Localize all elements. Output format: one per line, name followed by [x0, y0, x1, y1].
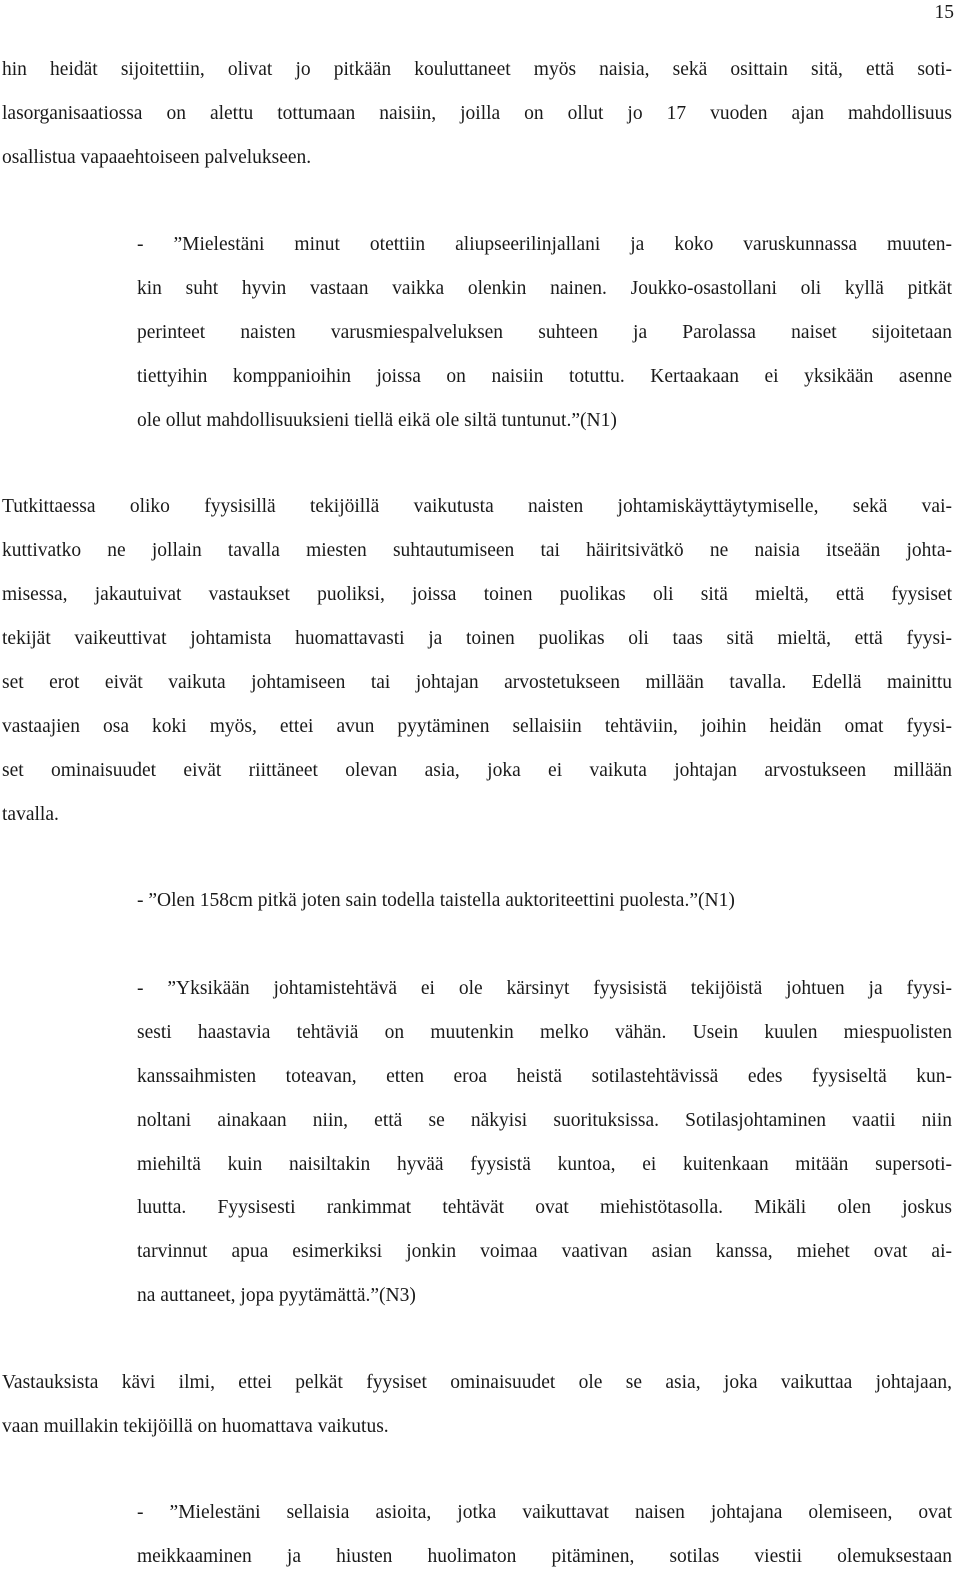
quote-line: tiettyihin komppanioihin joissa on naisiin totuttu. Kertaakaan ei yksikään asenne — [137, 366, 952, 387]
text-line: vastaajien osa koki myös, ettei avun pyytäminen sellaisiin tehtäviin, joihin heidän omat fyysi- — [2, 716, 952, 737]
text-line: vaan muillakin tekijöillä on huomattava vaikutus. — [2, 1416, 389, 1437]
quote-line: ole ollut mahdollisuuksieni tiellä eikä ole siltä tuntunut.”(N1) — [137, 410, 617, 431]
quote-line: - ”Olen 158cm pitkä joten sain todella taistella auktoriteettini puolesta.”(N1) — [137, 890, 735, 911]
quote-line: kin suht hyvin vastaan vaikka olenkin nainen. Joukko-osastollani oli kyllä pitkät — [137, 278, 952, 299]
quote-line: noltani ainakaan niin, että se näkyisi suorituksissa. Sotilasjohtaminen vaatii niin — [137, 1110, 952, 1131]
quote-line: - ”Mielestäni minut otettiin aliupseerilinjallani ja koko varuskunnassa muuten- — [137, 234, 952, 255]
quote-line: - ”Yksikään johtamistehtävä ei ole kärsinyt fyysisistä tekijöistä johtuen ja fyysi- — [137, 978, 952, 999]
text-line: set ominaisuudet eivät riittäneet olevan asia, joka ei vaikuta johtajan arvostukseen millään — [2, 760, 952, 781]
text-line: Tutkittaessa oliko fyysisillä tekijöillä vaikutusta naisten johtamiskäyttäytymiselle, sekä vai- — [2, 496, 952, 517]
quote-line: miehiltä kuin naisiltakin hyvää fyysistä kuntoa, ei kuitenkaan mitään supersoti- — [137, 1154, 952, 1175]
quote-line: luutta. Fyysisesti rankimmat tehtävät ovat miehistötasolla. Mikäli olen joskus — [137, 1197, 952, 1218]
quote-line: tarvinnut apua esimerkiksi jonkin voimaa vaativan asian kanssa, miehet ovat ai- — [137, 1241, 952, 1262]
text-line: set erot eivät vaikuta johtamiseen tai johtajan arvostetukseen millään tavalla. Edellä mainittu — [2, 672, 952, 693]
quote-line: perinteet naisten varusmiespalveluksen suhteen ja Parolassa naiset sijoitetaan — [137, 322, 952, 343]
text-line: kuttivatko ne jollain tavalla miesten suhtautumiseen tai häiritsivätkö ne naisia itseään johta- — [2, 540, 952, 561]
text-line: tekijät vaikeuttivat johtamista huomattavasti ja toinen puolikas oli taas sitä mieltä, että fyysi- — [2, 628, 952, 649]
text-line: misessa, jakautuivat vastaukset puoliksi, joissa toinen puolikas oli sitä mieltä, että fyysiset — [2, 584, 952, 605]
text-line: Vastauksista kävi ilmi, ettei pelkät fyysiset ominaisuudet ole se asia, joka vaikuttaa johtajaan, — [2, 1372, 952, 1393]
quote-line: - ”Mielestäni sellaisia asioita, jotka vaikuttavat naisen johtajana olemiseen, ovat — [137, 1502, 952, 1523]
page-number: 15 — [934, 2, 954, 23]
text-line: lasorganisaatiossa on alettu tottumaan naisiin, joilla on ollut jo 17 vuoden ajan mahdollisuus — [2, 103, 952, 124]
quote-line: sesti haastavia tehtäviä on muutenkin melko vähän. Usein kuulen miespuolisten — [137, 1022, 952, 1043]
text-line: hin heidät sijoitettiin, olivat jo pitkään kouluttaneet myös naisia, sekä osittain sitä, että soti- — [2, 59, 952, 80]
quote-line: kanssaihmisten toteavan, etten eroa heistä sotilastehtävissä edes fyysiseltä kun- — [137, 1066, 952, 1087]
text-line: tavalla. — [2, 804, 59, 825]
text-line: osallistua vapaaehtoiseen palvelukseen. — [2, 147, 312, 168]
quote-line: na auttaneet, jopa pyytämättä.”(N3) — [137, 1285, 416, 1306]
quote-line: meikkaaminen ja hiusten huolimaton pitäminen, sotilas viestii olemuksestaan — [137, 1546, 952, 1567]
